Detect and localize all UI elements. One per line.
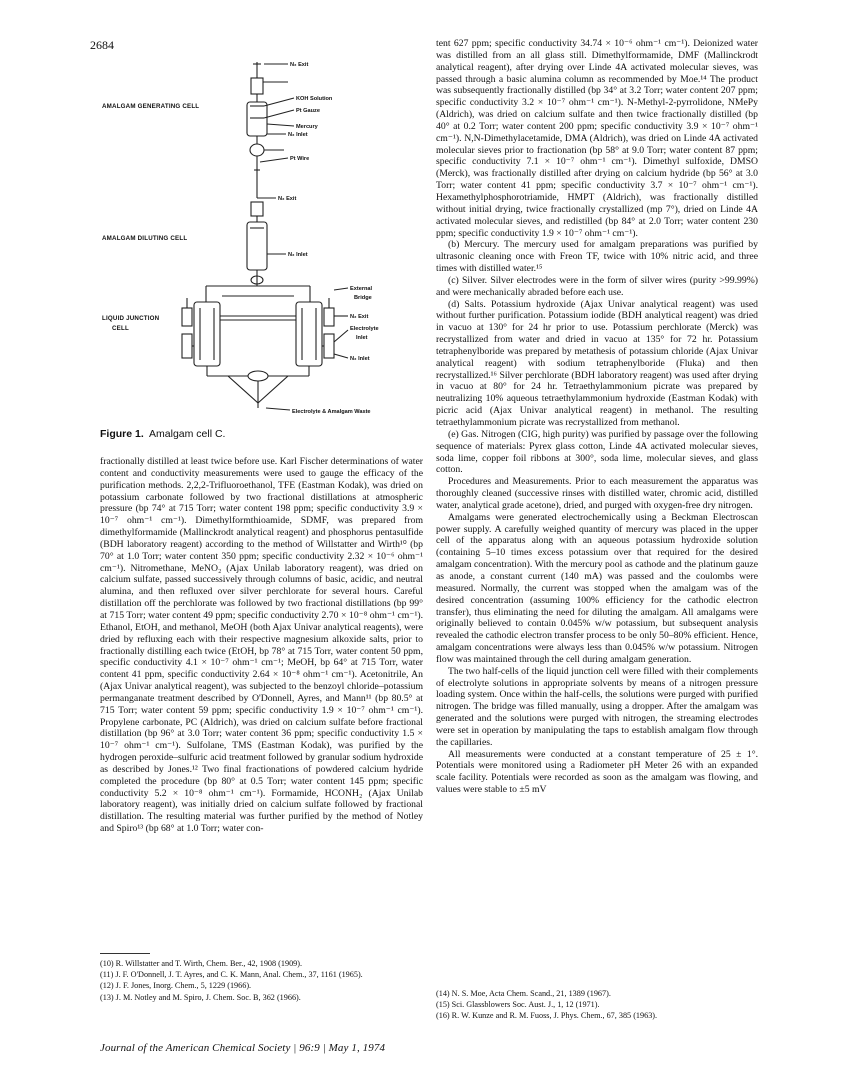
right-paragraph: The two half-cells of the liquid junction cell were filled with their complements of electrolyte solutions in appropriate solvents by means of a nitrogen pressure loading system. Once within the half-cells, the solutions were purged with purified nitrogen. The bridge was filled manually, using a dropper. After the amalgam was generated and the solutions were purged with nitrogen, the streaming electrodes were set in operation by manipulating the taps to establish amalgam flow through the capillaries. [436, 665, 758, 748]
callout-n2-exit-3: N₂ Exit [350, 314, 369, 320]
callout-n2-exit-2: N₂ Exit [278, 196, 297, 202]
callout-n2-inlet-1: N₂ Inlet [288, 132, 308, 138]
right-paragraph: tent 627 ppm; specific conductivity 34.74 × 10⁻⁶ ohm⁻¹ cm⁻¹). Deionized water was distilled from an all glass still. Dimethylformamide, DMF (Mallinckrodt analytical reagent), after drying over Linde 4A activated molecular sieves, was passed through a basic alumina column as recommended by Moe.¹⁴ The product was subsequently fractionally distilled (bp 34° at 3.2 Torr; water content 207 ppm; specific conductivity 3.2 × 10⁻⁷ ohm⁻¹ cm⁻¹). N-Methyl-2-pyrrolidone, NMePy (Aldrich), was dried on calcium sulfate and then twice fractionally distilled (bp 40° at 0.2 Torr; water content 200 ppm; specific conductivity 3.9 × 10⁻⁷ ohm⁻¹ cm⁻¹). N,N-Dimethylacetamide, DMA (Aldrich), was dried on Linde 4A activated molecular sieves prior to fractionation (bp 58° at 9.0 Torr; water content 87 ppm; specific conductivity 7.1 × 10⁻⁷ ohm⁻¹ cm⁻¹). Dimethyl sulfoxide, DMSO (Merck), was fractionally distilled after drying on calcium hydride (bp 56° at 3.0 Torr; water content 41 ppm; specific conductivity 3.7 × 10⁻⁷ ohm⁻¹ cm⁻¹). Hexamethylphosphorotriamide, HMPT (Aldrich), was fractionally distilled without initial drying, twice fractionally crystallized (mp 7°), dried on Linde 4A activated molecular sieves, and redistilled (bp 84° at 2.0 Torr; water content 230 ppm; specific conductivity 1.9 × 10⁻⁷ ohm⁻¹ cm⁻¹). [436, 38, 758, 239]
right-paragraph: (c) Silver. Silver electrodes were in the form of silver wires (purity >99.99%) and were mechanically abraded before each use. [436, 274, 758, 298]
callout-external-1: External [350, 286, 373, 292]
journal-footer: Journal of the American Chemical Society | 96:9 | May 1, 1974 [100, 1042, 386, 1054]
callout-koh: KOH Solution [296, 96, 333, 102]
right-paragraph: Procedures and Measurements. Prior to each measurement the apparatus was thoroughly cleaned (successive rinses with distilled water, chromic acid, distilled water, analytical grade acetone), dried, and purged with oxygen-free dry nitrogen. [436, 476, 758, 511]
page-number: 2684 [90, 38, 114, 52]
callout-pt-wire: Pt Wire [290, 156, 310, 162]
reference-item: (10) R. Willstatter and T. Wirth, Chem. Ber., 42, 1908 (1909). [100, 959, 303, 968]
callout-mercury: Mercury [296, 124, 318, 130]
callout-electrolyte-2: Inlet [356, 335, 368, 341]
right-column [436, 38, 758, 796]
label-junction-cell-2: CELL [112, 325, 129, 332]
references-left [100, 958, 423, 1003]
right-paragraph: (d) Salts. Potassium hydroxide (Ajax Univar analytical reagent) was used without further purification. Potassium iodide (BDH analytical reagent) was dried in vacuo at 130° for 24 hr prior to use. Potassium perchlorate (Merck) was recrystallized from water and dried in vacuo at 135° for 72 hr. Potassium tetraphenylboride was prepared by metathesis of potassium chloride (Ajax Univar analytical reagent) with sodium tetraphenylboride (Fluka) and then recrystallized.¹⁶ Silver perchlorate (BDH laboratory reagent) was used after drying in vacuo at 80° for 24 hr. Tetraethylammonium picrate was prepared by neutralizing 10% aqueous tetraethylammonium hydroxide (Eastman Kodak) with picric acid (Ajax Univar analytical reagent) in methanol. The resulting tetraethylammonium picrate was recrystallized from methanol. [436, 298, 758, 428]
footnote-rule-left [100, 953, 150, 954]
left-paragraph: fractionally distilled at least twice before use. Karl Fischer determinations of water content and conductivity measurements were used to gauge the efficacy of the purification methods. 2,2,2-Trifluoroethanol, TFE (Eastman Kodak), was dried on potassium carbonate followed by two fractional distillations at atmospheric pressure (bp 74° at 715 Torr; water content 198 ppm; specific conductivity 3.9 × 10⁻⁷ ohm⁻¹ cm⁻¹). Dimethylformthioamide, SDMF, was prepared from dimethylformamide (Mallinckrodt analytical reagent) and phosphorus pentasulfide (BDH laboratory reagent) according to the method of Willstatter and Wirth¹⁰ (bp 70° at 1.0 Torr; water content 350 ppm; specific conductivity 2.32 × 10⁻⁶ ohm⁻¹ cm⁻¹). Nitromethane, MeNO₂ (Ajax Unilab laboratory reagent), was dried on calcium sulfate, passed successively through columns of basic, acidic, and neutral alumina, and then refluxed over silver perchlorate for several hours. Careful distillation off the perchlorate was followed by two fractional distillations (bp 99° at 715 Torr; water content 49 ppm; specific conductivity 2.70 × 10⁻⁸ ohm⁻¹ cm⁻¹). Ethanol, EtOH, and methanol, MeOH (both Ajax Univar analytical reagents), were dried by refluxing each with their respective magnesium alkoxide salts, prior to fractionally distilling each twice (EtOH, bp 78° at 715 Torr, water content 50 ppm, specific conductivity 4.1 × 10⁻⁷ ohm⁻¹ cm⁻¹; MeOH, bp 64° at 715 Torr, water content 41 ppm, specific conductivity 2.64 × 10⁻⁸ ohm⁻¹ cm⁻¹). Acetonitrile, An (Ajax Univar analytical reagent), was subjected to the benzoyl chloride–potassium permanganate treatment described by O'Donnell, Ayres, and Mann¹¹ (bp 80.5° at 715 Torr; water content 59 ppm; specific conductivity 1.9 × 10⁻⁷ ohm⁻¹ cm⁻¹). Propylene carbonate, PC (Aldrich), was dried on calcium sulfate before fractional distillation (bp 96° at 3.0 Torr; water content 36 ppm; specific conductivity 1.5 × 10⁻⁷ ohm⁻¹ cm⁻¹). Sulfolane, TMS (Eastman Kodak), was purified by the hydrogen peroxide–sulfuric acid treatment followed by granular sodium hydroxide as described by Jones.¹² Two final fractionations of powdered calcium hydride completed the procedure (bp 80° at 0.5 Torr; water content 145 ppm; specific conductivity 5.2 × 10⁻⁸ ohm⁻¹ cm⁻¹). Formamide, HCONH₂ (Ajax Unilab laboratory reagent), was initially dried on calcium sulfate followed by fractional distillation. The resulting material was further purified by the method of Notley and Spiro¹³ (bp 68° at 1.0 Torr; water con- [100, 456, 423, 835]
callout-n2-exit-1: N₂ Exit [290, 62, 309, 68]
figure-amalgam-cell [98, 58, 408, 424]
label-junction-cell-1: LIQUID JUNCTION [102, 315, 160, 322]
caption-label: Figure 1. [100, 428, 144, 440]
caption-text: Amalgam cell C. [149, 428, 226, 440]
right-paragraph: All measurements were conducted at a constant temperature of 25 ± 1°. Potentials were monitored using a Radiometer pH Meter 26 with an expanded scale facility. Potentials were recorded as soon as the amalgam was flowing, and values were stable to ±5 mV [436, 748, 758, 796]
reference-item: (11) J. F. O'Donnell, J. T. Ayres, and C. K. Mann, Anal. Chem., 37, 1161 (1965). [100, 970, 363, 980]
callout-n2-inlet-3: N₂ Inlet [350, 356, 370, 362]
reference-item: (13) J. M. Notley and M. Spiro, J. Chem. Soc. B, 362 (1966). [100, 992, 301, 1002]
reference-item: (14) N. S. Moe, Acta Chem. Scand., 21, 1389 (1967). [436, 989, 611, 998]
left-column [100, 456, 423, 835]
references-right [436, 988, 758, 1022]
label-diluting-cell: AMALGAM DILUTING CELL [102, 235, 188, 242]
figure-caption [100, 428, 225, 440]
label-generating-cell: AMALGAM GENERATING CELL [102, 103, 200, 110]
reference-item: (16) R. W. Kunze and R. M. Fuoss, J. Phys. Chem., 67, 385 (1963). [436, 1011, 658, 1021]
callout-electrolyte-1: Electrolyte [350, 326, 379, 332]
right-paragraph: (e) Gas. Nitrogen (CIG, high purity) was purified by passage over the following sequence of materials: Pyrex glass cotton, Linde 4A activated molecular sieves, soda lime, copper foil ribbons at 300°, soda lime, molecular sieves, and glass cotton. [436, 428, 758, 476]
reference-item: (12) J. F. Jones, Inorg. Chem., 5, 1229 (1966). [100, 981, 252, 991]
apparatus-drawing [98, 58, 408, 424]
right-paragraph: Amalgams were generated electrochemically using a Beckman Electroscan power supply. A carefully weighed quantity of mercury was placed in the upper cell of the apparatus along with an aqueous potassium hydroxide solution (containing 5–10 times excess potassium over that required for the desired amalgam concentration). With the mercury pool as cathode and the platinum gauze as anode, a constant current (140 mA) was passed and the coulombs were measured. Normally, the current was stopped when the amalgam was of the desired concentration (assuming 100% efficiency for the cathodic electron transfer), thus eliminating the need for diluting the amalgam. All amalgams were originally believed to contain 0.045% w/w potassium, but subsequent analysis revealed the cathodic electron transfer process to be only 50–80% efficient. Hence, amalgam concentrations were always less than 0.045% w/w potassium. Nitrogen flow was maintained through the cell during amalgam generation. [436, 511, 758, 665]
callout-n2-inlet-2: N₂ Inlet [288, 252, 308, 258]
callout-external-2: Bridge [354, 295, 372, 301]
callout-waste: Electrolyte & Amalgam Waste [292, 409, 371, 415]
reference-item: (15) Sci. Glassblowers Soc. Aust. J., 1, 12 (1971). [436, 1000, 600, 1010]
right-paragraph: (b) Mercury. The mercury used for amalgam preparations was purified by ultrasonic cleaning once with Freon TF, twice with 10% nitric acid, and three times with distilled water.¹⁵ [436, 239, 758, 275]
callout-pt-gauze: Pt Gauze [296, 108, 320, 114]
